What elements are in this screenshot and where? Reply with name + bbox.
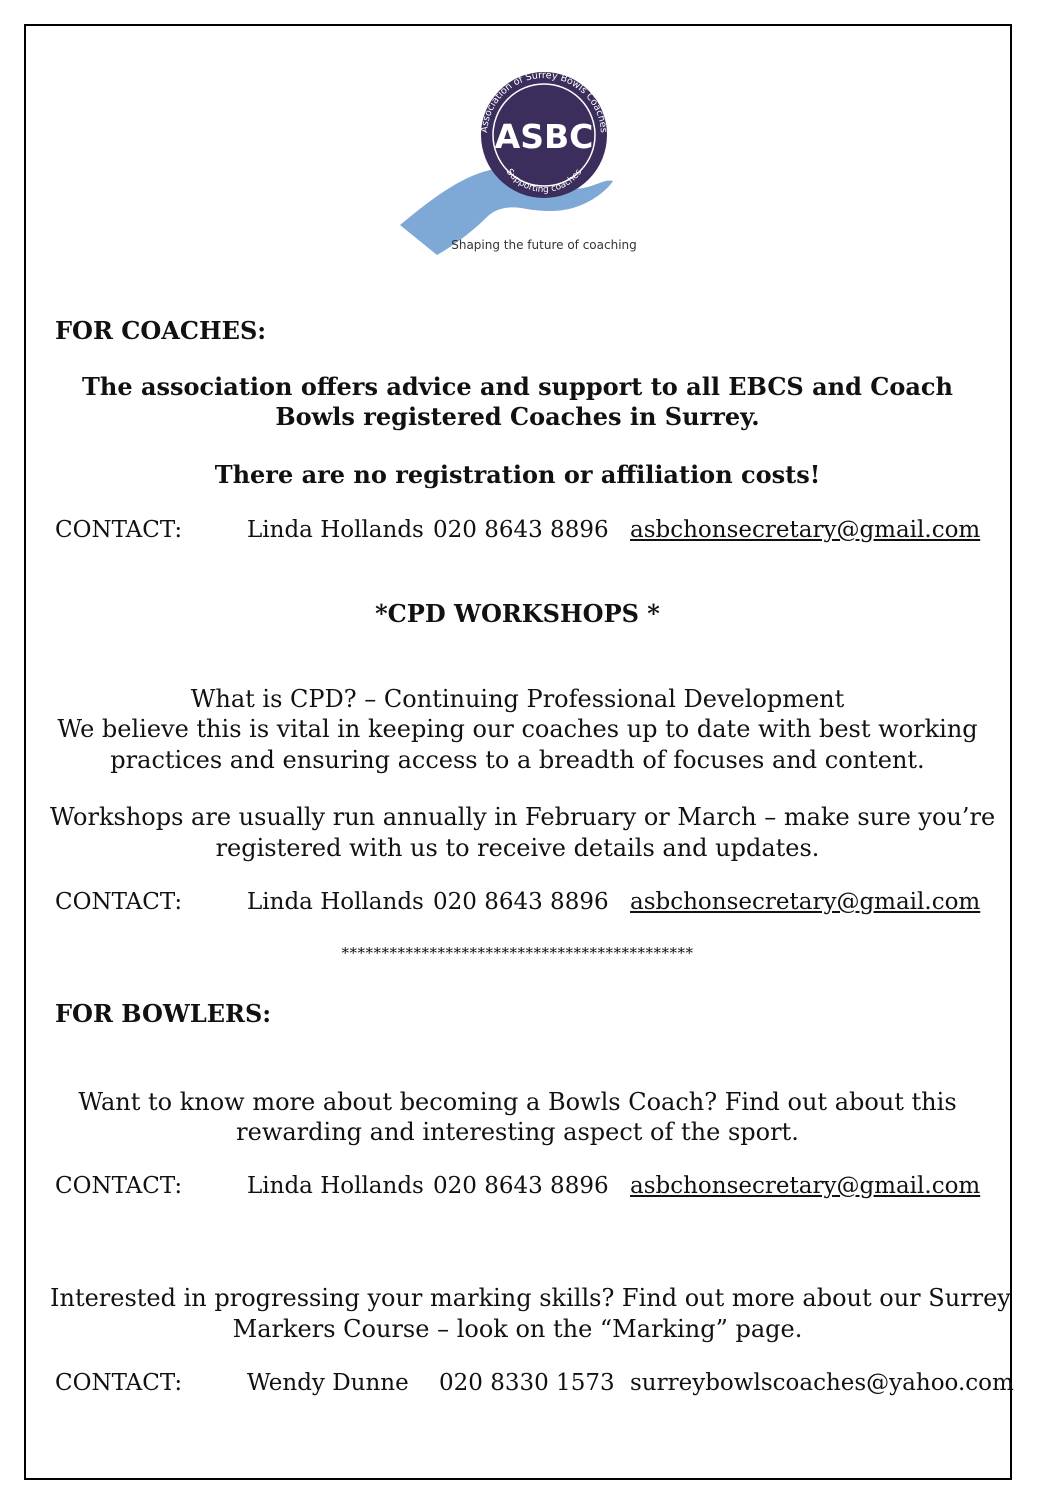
cpd-text-line-4: Workshops are usually run annually in February or March – make sure you’re bbox=[50, 803, 996, 831]
bowlers-text-line-1: Want to know more about becoming a Bowls Coach? Find out about this bbox=[78, 1088, 957, 1116]
contact-name: Wendy Dunne bbox=[247, 1370, 409, 1396]
markers-text-line-1: Interested in progressing your marking skills? Find out more about our Surrey bbox=[50, 1284, 1011, 1312]
bowlers-heading: FOR BOWLERS: bbox=[55, 999, 272, 1028]
contact-phone: 020 8643 8896 bbox=[433, 517, 609, 543]
asterisk-divider: ******************************************** bbox=[341, 944, 694, 962]
contact-name: Linda Hollands bbox=[247, 517, 424, 543]
coaches-contact-row bbox=[55, 517, 995, 547]
contact-label: CONTACT: bbox=[55, 889, 183, 915]
svg-text:Supporting coaches: Supporting coaches bbox=[503, 167, 585, 196]
contact-email-link[interactable]: asbchonsecretary@gmail.com bbox=[630, 889, 981, 915]
logo-tagline: Shaping the future of coaching bbox=[451, 238, 637, 252]
contact-email-link[interactable]: asbchonsecretary@gmail.com bbox=[630, 1173, 981, 1199]
cpd-contact-row bbox=[55, 889, 995, 919]
contact-phone: 020 8643 8896 bbox=[433, 1173, 609, 1199]
bowlers-contact-row bbox=[55, 1173, 995, 1203]
markers-contact-row bbox=[55, 1370, 1014, 1400]
cpd-text-line-2: We believe this is vital in keeping our coaches up to date with best working bbox=[57, 715, 978, 743]
cpd-heading: *CPD WORKSHOPS * bbox=[375, 599, 660, 628]
coaches-heading: FOR COACHES: bbox=[55, 316, 267, 345]
asbc-logo bbox=[395, 65, 645, 260]
markers-text-line-2: Markers Course – look on the “Marking” page. bbox=[232, 1315, 803, 1343]
coaches-no-cost-text: There are no registration or affiliation costs! bbox=[214, 460, 821, 489]
contact-label: CONTACT: bbox=[55, 1370, 183, 1396]
contact-label: CONTACT: bbox=[55, 517, 183, 543]
cpd-text-line-3: practices and ensuring access to a breadth of focuses and content. bbox=[110, 746, 925, 774]
bowlers-text-line-2: rewarding and interesting aspect of the sport. bbox=[236, 1118, 799, 1146]
contact-phone: 020 8330 1573 bbox=[439, 1370, 615, 1396]
contact-email-link[interactable]: surreybowlscoaches@yahoo.com bbox=[630, 1370, 1014, 1396]
logo-acronym: ASBC bbox=[494, 117, 594, 156]
coaches-text-line-2: Bowls registered Coaches in Surrey. bbox=[275, 402, 760, 431]
contact-email-link[interactable]: asbchonsecretary@gmail.com bbox=[630, 517, 981, 543]
coaches-text-line-1: The association offers advice and support to all EBCS and Coach bbox=[82, 372, 953, 401]
cpd-text-line-1: What is CPD? – Continuing Professional Development bbox=[190, 685, 845, 713]
contact-name: Linda Hollands bbox=[247, 1173, 424, 1199]
contact-phone: 020 8643 8896 bbox=[433, 889, 609, 915]
svg-text:Association of Surrey Bowls Co: Association of Surrey Bowls Coaches bbox=[478, 69, 609, 134]
cpd-text-line-5: registered with us to receive details and updates. bbox=[215, 834, 820, 862]
contact-label: CONTACT: bbox=[55, 1173, 183, 1199]
contact-name: Linda Hollands bbox=[247, 889, 424, 915]
